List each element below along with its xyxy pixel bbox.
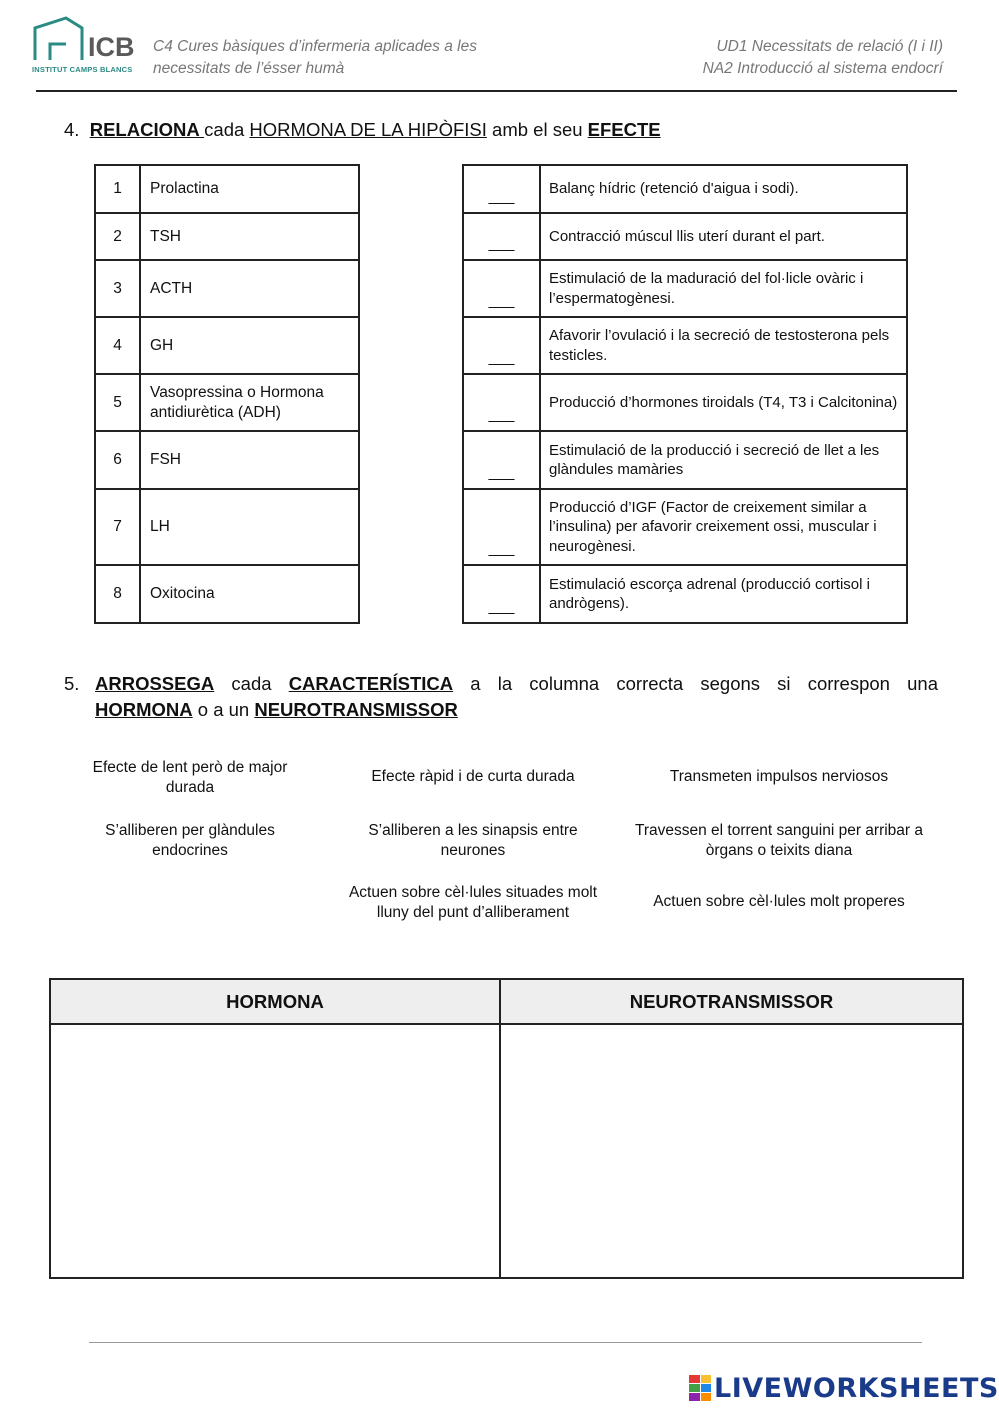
hormone-row: 8 Oxitocina [95, 565, 359, 623]
hormones-table [94, 164, 360, 624]
school-logo [32, 16, 140, 78]
liveworksheets-logo [689, 1372, 999, 1404]
hormone-row: 3 ACTH [95, 260, 359, 317]
draggable-characteristic[interactable]: Efecte de lent però de major durada [92, 759, 288, 796]
answer-blank[interactable]: ___ [463, 317, 540, 374]
draggable-characteristic[interactable]: Efecte ràpid i de curta durada [371, 768, 575, 785]
effect-row: ___ Producció d’hormones tiroidals (T4, T3 i Calcitonina) [463, 374, 907, 431]
header-divider [36, 90, 957, 92]
effect-row: ___ Estimulació escorça adrenal (producció cortisol i andrògens). [463, 565, 907, 623]
logo-text: ICB [88, 32, 135, 62]
logo-subtitle: INSTITUT CAMPS BLANCS [32, 65, 133, 74]
draggable-characteristic[interactable]: Actuen sobre cèl·lules molt properes [653, 893, 905, 910]
unit-title: UD1 Necessitats de relació (I i II) NA2 Introducció al sistema endocrí [702, 38, 943, 77]
hormona-column-header: HORMONA [50, 979, 500, 1024]
draggable-characteristic[interactable]: S’alliberen per glàndules endocrines [105, 822, 275, 859]
hormone-row: 7 LH [95, 489, 359, 565]
answer-blank[interactable]: ___ [463, 565, 540, 623]
answer-blank[interactable]: ___ [463, 213, 540, 260]
effect-row: ___ Producció d’IGF (Factor de creixement similar a l’insulina) per afavorir creixement ossi, muscular i neurogènesi. [463, 489, 907, 565]
draggable-characteristic[interactable]: S’alliberen a les sinapsis entre neurones [368, 822, 578, 859]
hormone-row: 6 FSH [95, 431, 359, 489]
footer-divider [89, 1342, 922, 1343]
draggable-characteristic[interactable]: Travessen el torrent sanguini per arribar a òrgans o teixits diana [634, 822, 924, 859]
liveworksheets-blocks-icon [689, 1375, 711, 1401]
hormone-row: 1 Prolactina [95, 165, 359, 213]
answer-blank[interactable]: ___ [463, 489, 540, 565]
sorting-table [49, 978, 964, 1279]
hormone-row: 2 TSH [95, 213, 359, 260]
effects-table [462, 164, 908, 624]
answer-blank[interactable]: ___ [463, 374, 540, 431]
neurotransmissor-column-header: NEUROTRANSMISSOR [500, 979, 963, 1024]
hormone-row: 4 GH [95, 317, 359, 374]
effect-row: ___ Balanç hídric (retenció d'aigua i sodi). [463, 165, 907, 213]
draggable-characteristic[interactable]: Transmeten impulsos nerviosos [669, 768, 889, 785]
question-4-title: 4. RELACIONA cada HORMONA DE LA HIPÒFISI amb el seu EFECTE [64, 119, 661, 140]
effect-row: ___ Estimulació de la maduració del fol·licle ovàric i l’espermatogènesi. [463, 260, 907, 317]
answer-blank[interactable]: ___ [463, 165, 540, 213]
answer-blank[interactable]: ___ [463, 431, 540, 489]
course-title: C4 Cures bàsiques d’infermeria aplicades a les necessitats de l’ésser humà [153, 38, 477, 77]
effect-row: ___ Contracció múscul llis uterí durant el part. [463, 213, 907, 260]
answer-blank[interactable]: ___ [463, 260, 540, 317]
question-5-title: 5. ARROSSEGA cada CARACTERÍSTICA a la columna correcta segons si correspon una HORMONA o a un NEUROTRANSMISSOR [64, 673, 938, 720]
effect-row: ___ Estimulació de la producció i secreció de llet a les glàndules mamàries [463, 431, 907, 489]
hormone-row: 5 Vasopressina o Hormona antidiurètica (ADH) [95, 374, 359, 431]
neurotransmissor-drop-zone[interactable] [500, 1024, 963, 1278]
hormona-drop-zone[interactable] [50, 1024, 500, 1278]
draggable-characteristic[interactable]: Actuen sobre cèl·lules situades molt lluny del punt d’alliberament [348, 884, 598, 921]
house-logo-icon [32, 16, 140, 64]
brand-name: LIVEWORKSHEETS [714, 1372, 999, 1404]
effect-row: ___ Afavorir l’ovulació i la secreció de testosterona pels testicles. [463, 317, 907, 374]
